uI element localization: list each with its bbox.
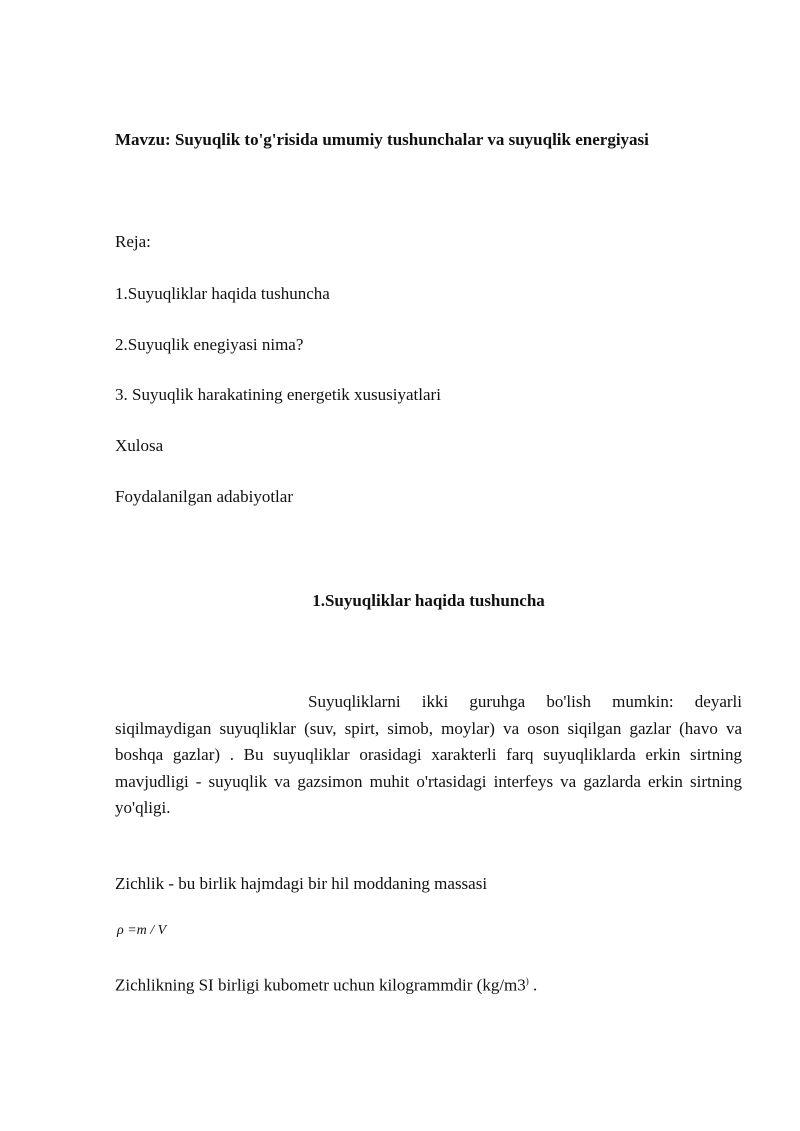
section-heading: 1.Suyuqliklar haqida tushuncha xyxy=(312,591,545,610)
plan-item: 1.Suyuqliklar haqida tushuncha xyxy=(115,284,330,303)
si-unit-line xyxy=(115,971,537,996)
document-title: Mavzu: Suyuqlik to'g'risida umumiy tushunchalar va suyuqlik energiyasi xyxy=(115,130,649,149)
density-definition: Zichlik - bu birlik hajmdagi bir hil moddaning massasi xyxy=(115,874,488,893)
density-formula: ρ =m / V xyxy=(117,923,167,938)
plan-label: Reja: xyxy=(115,232,151,251)
plan-item: Xulosa xyxy=(115,436,164,455)
body-paragraph: Suyuqliklarni ikki guruhga bo'lish mumkin: deyarli siqilmaydigan suyuqliklar (suv, spirt, simob, moylar) va oson siqilgan gazlar (havo va boshqa gazlar) . Bu suyuqliklar orasidagi xarakterli farq suyuqliklarda erkin sirtning mavjudligi - suyuqlik va gazsimon muhit o'rtasidagi interfeys va gazlarda erkin sirtning yo'qligi. xyxy=(115,692,742,817)
plan-item: 3. Suyuqlik harakatining energetik xususiyatlari xyxy=(115,385,441,404)
plan-item: 2.Suyuqlik enegiyasi nima? xyxy=(115,335,304,354)
si-unit-superscript: ) xyxy=(525,976,529,986)
plan-item: Foydalanilgan adabiyotlar xyxy=(115,487,293,506)
si-unit-text: Zichlikning SI birligi kubometr uchun kilogrammdir (kg/m3 xyxy=(115,975,526,995)
si-unit-end: . xyxy=(528,975,538,995)
